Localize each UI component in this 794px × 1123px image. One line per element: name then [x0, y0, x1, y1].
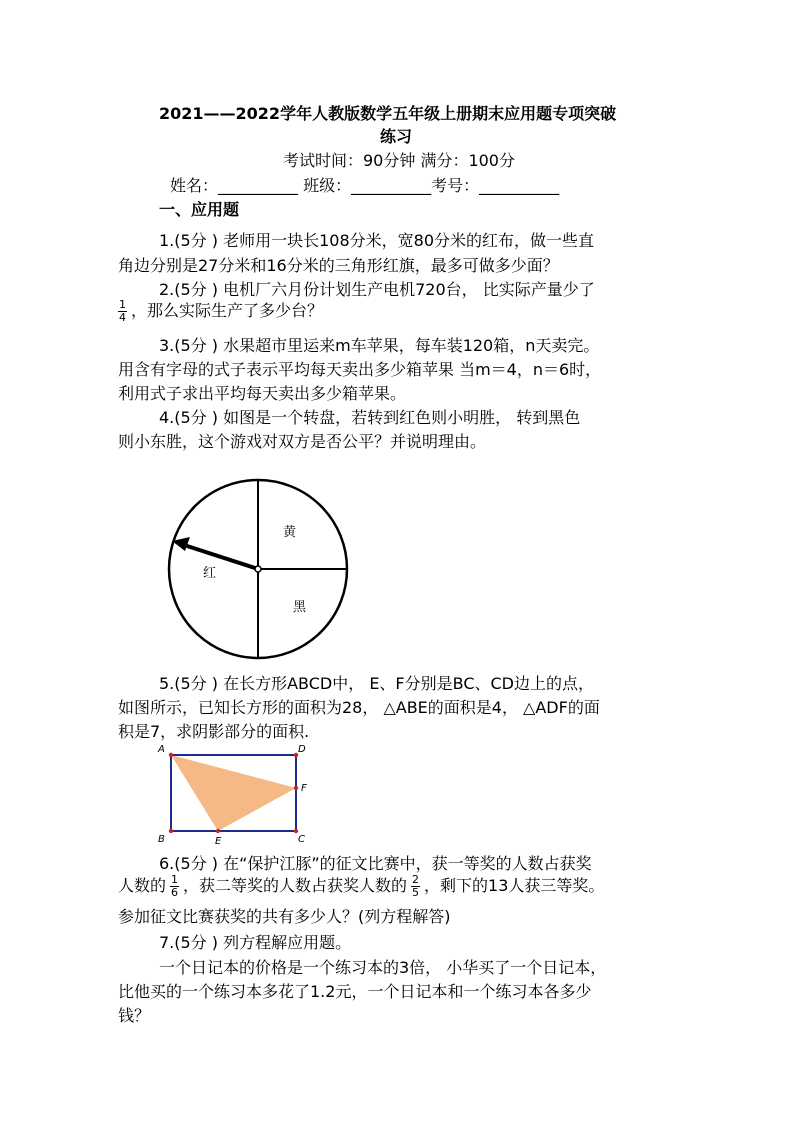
point-e [216, 829, 220, 833]
document-title: 2021——2022学年人教版数学五年级上册期末应用题专项突破 [159, 104, 617, 123]
question-3-line-2: 用含有字母的式子表示平均每天卖出多少箱苹果 当m＝4，n＝6时， [118, 360, 602, 379]
point-b [169, 829, 173, 833]
spinner-diagram [160, 478, 360, 668]
question-6-line-2: 人数的 $\frac{1}{6}$ ，获二等奖的人数占获奖人数的 $\frac{2}{5}$ ，剩下的13人获三等奖。 [118, 873, 605, 899]
question-5-line-2: 如图所示，已知长方形的面积为28， △ABE的面积是4， △ADF的面 [118, 698, 600, 717]
question-1-line-1: 1.(5分 ) 老师用一块长108分米，宽80分米的红布，做一些直 [159, 231, 595, 250]
sector-label-red: 红 [203, 566, 217, 581]
fraction-one-sixth: $\frac{1}{6}$ [171, 873, 179, 899]
question-2-line-2: $\frac{1}{4}$ ，那么实际生产了多少台？ [119, 298, 324, 324]
question-7-line-3: 比他买的一个练习本多花了1.2元，一个日记本和一个练习本各多少 [118, 982, 592, 1001]
vertex-label-a: A [158, 744, 165, 755]
question-3-line-3: 利用式子求出平均每天卖出多少箱苹果。 [118, 384, 407, 403]
rectangle-abcd-diagram [155, 742, 315, 848]
question-5-line-3: 积是7，求阴影部分的面积. [118, 722, 310, 741]
question-6-line-3: 参加征文比赛获奖的共有多少人？(列方程解答) [118, 907, 451, 926]
question-4-line-2: 则小东胜，这个游戏对双方是否公平？并说明理由。 [118, 432, 487, 451]
vertex-label-e: E [215, 836, 222, 847]
sector-label-yellow: 黄 [283, 525, 297, 540]
question-5-line-1: 5.(5分 ) 在长方形ABCD中， E、F分别是BC、CD边上的点， [159, 674, 594, 693]
question-2-line-1: 2.(5分 ) 电机厂六月份计划生产电机720台， 比实际产量少了 [159, 280, 595, 299]
exam-info: 考试时间：90分钟 满分：100分 [283, 151, 515, 170]
sector-label-black: 黑 [293, 600, 307, 615]
fraction-two-fifths: $\frac{2}{5}$ [412, 873, 420, 899]
question-4-line-1: 4.(5分 ) 如图是一个转盘，若转到红色则小明胜， 转到黑色 [159, 408, 581, 427]
vertex-label-d: D [298, 744, 306, 755]
question-7-line-2: 一个日记本的价格是一个练习本的3倍， 小华买了一个日记本， [159, 958, 607, 977]
spinner-center [255, 566, 261, 572]
document-title-continued: 练习 [380, 127, 413, 146]
question-6-line-1: 6.(5分 ) 在“保护江豚”的征文比赛中，获一等奖的人数占获奖 [159, 854, 592, 873]
vertex-label-c: C [298, 834, 305, 845]
question-7-line-4: 钱？ [118, 1006, 151, 1025]
section-heading: 一、应用题 [159, 200, 240, 219]
vertex-label-b: B [158, 834, 165, 845]
point-a [169, 753, 173, 757]
vertex-label-f: F [301, 783, 307, 794]
question-7-line-1: 7.(5分 ) 列方程解应用题。 [159, 933, 352, 952]
point-f [294, 786, 298, 790]
point-c [294, 829, 298, 833]
fraction-one-quarter: $\frac{1}{4}$ [119, 298, 126, 324]
question-1-line-2: 角边分别是27分米和16分米的三角形红旗，最多可做多少面？ [118, 256, 559, 275]
question-3-line-1: 3.(5分 ) 水果超市里运来m车苹果，每车装120箱，n天卖完。 [159, 336, 600, 355]
student-info-fields: 姓名：__________ 班级：__________考号：__________ [170, 176, 560, 195]
